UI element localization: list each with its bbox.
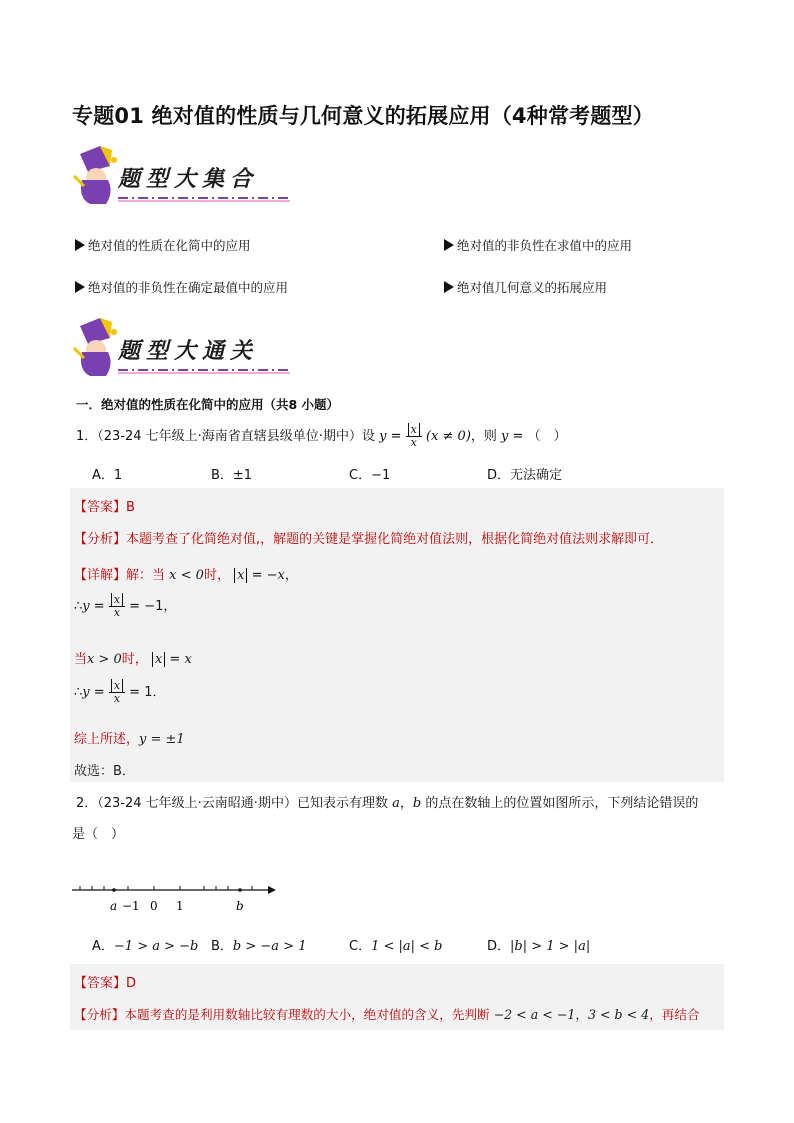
label-1: 1 [176, 899, 184, 913]
detail-step-3: ∴y = $\frac{x}{x}$ = 1． [74, 679, 166, 705]
solution-1 [70, 488, 724, 782]
type-label: 绝对值几何意义的拓展应用 [457, 280, 608, 295]
choose-line: 故选：B． [74, 764, 135, 779]
option-a: A．−1 > a > −b [92, 939, 199, 954]
option-c: C．1 < |a| < b [349, 939, 443, 954]
detail-line: 【详解】解：当 x < 0时， x = −x， [74, 568, 298, 583]
type-item-1 [75, 236, 251, 254]
conclusion-line: 综上所述，y = ±1 [74, 732, 185, 747]
detail-step-2: 当x > 0时， x = x [74, 652, 192, 667]
banner-title: 题型大通关 [118, 338, 259, 364]
analysis-line: 【分析】本题考查的是利用数轴比较有理数的大小，绝对值的含义，先判断 −2 < a < −1，3 < b < 4，再结合 [74, 1007, 700, 1022]
option-b: B．b > −a > 1 [211, 939, 307, 954]
type-item-4 [444, 278, 607, 296]
label-neg1: −1 [122, 899, 140, 913]
question-1: 1．（23-24 七年级上·海南省直辖县级单位·期中）设 y = $\frac{x}{x}$ (x ≠ 0)，则 y = （ ） [76, 423, 567, 449]
arrow-icon [444, 239, 454, 251]
question-2-line2: 是（ ） [72, 827, 125, 842]
question-1-stem: 1．（23-24 七年级上·海南省直辖县级单位·期中）设 [76, 429, 375, 444]
option-b: B．±1 [211, 468, 253, 483]
analysis-line: 【分析】本题考查了化简绝对值,，解题的关键是掌握化简绝对值法则，根据化简绝对值法则求解即可． [74, 532, 664, 547]
section-heading: 一．绝对值的性质在化简中的应用（共8 小题） [76, 397, 340, 412]
question-2: 2．（23-24 七年级上·云南昭通·期中）已知表示有理数 a，b 的点在数轴上的位置如图所示，下列结论错误的 [76, 796, 699, 811]
solution-2 [70, 964, 724, 1030]
option-c: C．−1 [349, 468, 391, 483]
option-d: D．无法确定 [487, 468, 563, 483]
answer-line: 【答案】B [74, 500, 135, 515]
label-a: a [110, 899, 118, 913]
banner-title: 题型大集合 [118, 166, 259, 192]
type-label: 绝对值的非负性在确定最值中的应用 [88, 280, 289, 295]
option-d: D．|b| > 1 > |a| [487, 939, 591, 954]
detail-step-1: ∴y = $\frac{x}{x}$ = −1， [74, 593, 177, 619]
arrow-icon [444, 281, 454, 293]
type-label: 绝对值的非负性在求值中的应用 [457, 238, 633, 253]
type-label: 绝对值的性质在化简中的应用 [88, 238, 251, 253]
arrow-icon [75, 239, 85, 251]
banner-type-collection [70, 146, 300, 204]
label-0: 0 [150, 899, 158, 913]
type-item-3 [75, 278, 288, 296]
banner-type-practice [70, 318, 300, 376]
number-line [70, 880, 280, 916]
option-a: A．1 [92, 468, 123, 483]
label-b: b [236, 899, 244, 913]
answer-line: 【答案】D [74, 976, 137, 991]
arrow-icon [75, 281, 85, 293]
type-item-2 [444, 236, 632, 254]
page-title: 专题01 绝对值的性质与几何意义的拓展应用（4种常考题型） [72, 104, 654, 128]
